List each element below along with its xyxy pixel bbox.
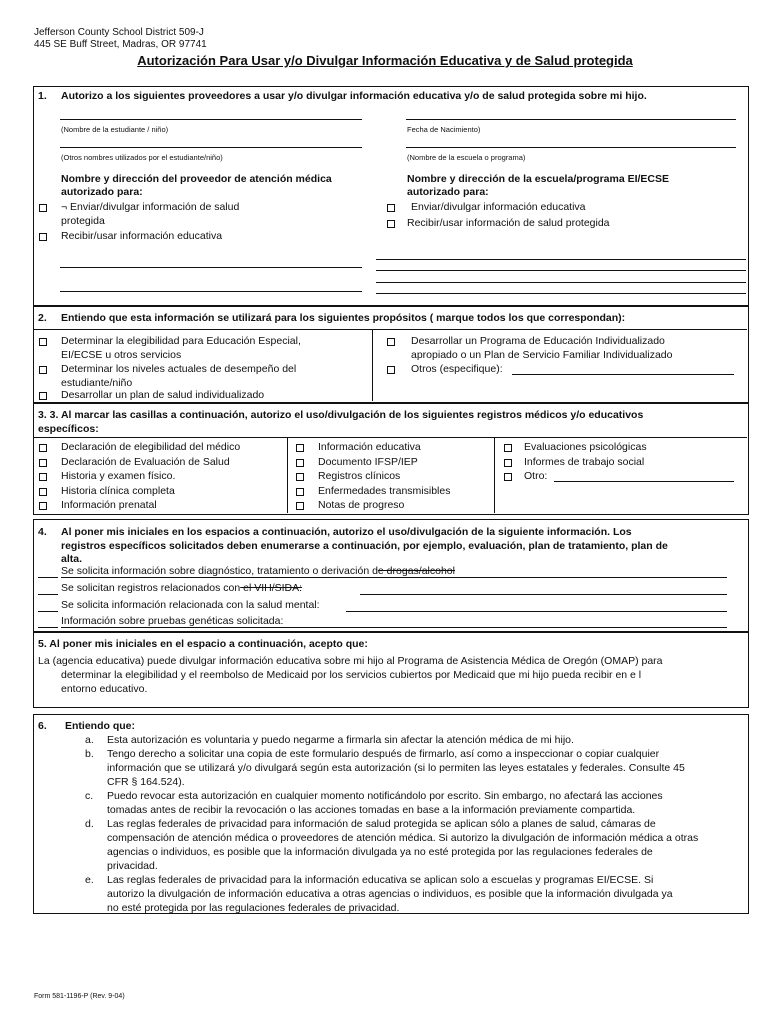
section-4 [33, 519, 749, 632]
other-records-label: Otro: [524, 470, 548, 482]
records-checkbox[interactable] [504, 459, 512, 467]
section-2 [33, 306, 749, 403]
s6-item-line: Esta autorización es voluntaria y puedo negarme a firmarla sin afectar la atención médica de mi hijo. [107, 734, 574, 746]
s6-item-line: Las reglas federales de privacidad para la información educativa se aplican solo a escuelas y programas EI/ECSE. Si [107, 874, 654, 886]
send-health-info-checkbox[interactable] [39, 204, 47, 212]
records-label: Enfermedades transmisibles [318, 485, 451, 497]
records-checkbox[interactable] [39, 473, 47, 481]
s4-number: 4. [38, 526, 47, 538]
s1-left-subheading: autorizado para: [61, 186, 143, 198]
hiv-label: Se solicitan registros relacionados con el VIH/SIDA: [61, 582, 303, 594]
s6-item-line: no esté protegida por las regulaciones federales de privacidad. [107, 902, 400, 914]
records-label: Informes de trabajo social [524, 456, 645, 468]
initials-line-genetic[interactable] [38, 627, 58, 628]
s4-text: Al poner mis iniciales en los espacios a continuación, autorizo el uso/divulgación de la siguiente información. Los [61, 526, 632, 538]
s5-line-1: La (agencia educativa) puede divulgar información educativa sobre mi hijo al Programa de Asistencia Médica de Oregón (OMAP) para [38, 655, 663, 667]
s2-column-divider [372, 329, 373, 401]
mental-health-line[interactable] [346, 611, 727, 612]
s4-text-end: alta. [61, 553, 83, 565]
section-5 [33, 632, 749, 708]
initials-line-hiv[interactable] [38, 594, 58, 595]
iep-plan-label: Desarrollar un Programa de Educación Individualizado [411, 335, 665, 347]
performance-levels-checkbox[interactable] [39, 366, 47, 374]
send-health-info-label-cont: protegida [61, 215, 105, 227]
receive-edu-info-checkbox[interactable] [39, 233, 47, 241]
receive-health-info-label: Recibir/usar información de salud protegida [407, 217, 610, 229]
determine-eligibility-checkbox[interactable] [39, 338, 47, 346]
dob-line[interactable] [406, 119, 736, 120]
drugs-alcohol-line[interactable] [61, 577, 727, 578]
s3-text-cont: específicos: [38, 423, 99, 435]
school-address-line-3[interactable] [376, 282, 746, 283]
s6-item-line: agencias o individuos, es posible que la información divulgada ya no esté protegida por las regulaciones federales de [107, 846, 653, 858]
drugs-alcohol-label: Se solicita información sobre diagnóstico, tratamiento o derivación de drogas/alcohol [61, 565, 455, 577]
s3-divider [34, 437, 747, 438]
provider-address-line-1[interactable] [60, 267, 362, 268]
other-purpose-label: Otros (especifique): [411, 363, 503, 375]
receive-edu-info-label: Recibir/usar información educativa [61, 230, 223, 242]
dob-label: Fecha de Nacimiento) [407, 125, 481, 134]
records-label: Documento IFSP/IEP [318, 456, 418, 468]
records-checkbox[interactable] [504, 444, 512, 452]
s6-item-line: Tengo derecho a solicitar una copia de este formulario después de firmarlo, así como a inspeccionar o copiar cualquier [107, 748, 660, 760]
provider-address-line-2[interactable] [60, 291, 362, 292]
records-label: Información educativa [318, 441, 421, 453]
records-checkbox[interactable] [296, 473, 304, 481]
send-edu-info-label: Enviar/divulgar información educativa [411, 201, 586, 213]
records-checkbox[interactable] [39, 444, 47, 452]
records-label: Información prenatal [61, 499, 157, 511]
records-label: Evaluaciones psicológicas [524, 441, 647, 453]
records-checkbox[interactable] [39, 488, 47, 496]
iep-plan-checkbox[interactable] [387, 338, 395, 346]
section-6 [33, 714, 749, 914]
records-label: Historia clínica completa [61, 485, 175, 497]
s6-item-line: tomadas antes de recibir la revocación o las acciones tomadas en base a la información previamente compartida. [107, 804, 636, 816]
s3-col-divider-2 [494, 437, 495, 513]
other-records-line[interactable] [554, 481, 734, 482]
school-address-line-1[interactable] [376, 259, 746, 260]
records-label: Registros clínicos [318, 470, 401, 482]
genetic-tests-line[interactable] [61, 627, 727, 628]
s6-item-line: Las reglas federales de privacidad para información de salud protegida se aplican sólo a planes de salud, cámaras de [107, 818, 656, 830]
s6-item-line: compensación de atención médica o proveedores de atención médica. Si autorizo la divulgación de información médica a otras [107, 832, 699, 844]
s6-item-line: Puedo revocar esta autorización en cualquier momento notificándolo por escrito. Sin embargo, no afectará las acciones [107, 790, 663, 802]
school-address-line-4[interactable] [376, 293, 746, 294]
initials-line-drugs[interactable] [38, 577, 58, 578]
determine-eligibility-label-cont: EI/ECSE u otros servicios [61, 349, 182, 361]
s6-number: 6. [38, 720, 47, 732]
records-checkbox[interactable] [39, 502, 47, 510]
s5-line-2: determinar la elegibilidad y el reembolso de Medicaid por los servicios cubiertos por Medicaid que mi hijo pueda recibir en e l [61, 669, 642, 681]
district-address: 445 SE Buff Street, Madras, OR 97741 [34, 39, 207, 50]
records-label: Declaración de elegibilidad del médico [61, 441, 241, 453]
send-edu-info-checkbox[interactable] [387, 204, 395, 212]
s6-item-line: información que se utilizará y/o divulgará según esta autorización (si lo permiten las leyes estatales y federales. Consulte 45 [107, 762, 685, 774]
s3-text: 3. 3. Al marcar las casillas a continuación, autorizo el uso/divulgación de los siguientes registros médicos y/o educativos [38, 409, 644, 421]
s6-item-key: d. [85, 818, 94, 830]
s6-item-key: e. [85, 874, 94, 886]
other-purpose-checkbox[interactable] [387, 366, 395, 374]
district-header [34, 27, 207, 51]
s6-item-key: b. [85, 748, 94, 760]
other-names-line[interactable] [60, 147, 362, 148]
s1-right-subheading: autorizado para: [407, 186, 489, 198]
section-1 [33, 86, 749, 306]
records-checkbox[interactable] [296, 444, 304, 452]
hiv-line[interactable] [360, 594, 727, 595]
other-records-checkbox[interactable] [504, 473, 512, 481]
s3-col-divider-1 [287, 437, 288, 513]
health-plan-label: Desarrollar un plan de salud individualizado [61, 389, 265, 401]
records-label: Declaración de Evaluación de Salud [61, 456, 230, 468]
health-plan-checkbox[interactable] [39, 392, 47, 400]
form-number: Form 581-1196-P (Rev. 9-04) [34, 993, 125, 1000]
student-name-label: (Nombre de la estudiante / niño) [61, 125, 169, 134]
records-label: Historia y examen físico. [61, 470, 176, 482]
other-purpose-line[interactable] [512, 374, 734, 375]
determine-eligibility-label: Determinar la elegibilidad para Educación Especial, [61, 335, 301, 347]
records-checkbox[interactable] [296, 488, 304, 496]
section-3 [33, 403, 749, 515]
s1-left-heading: Nombre y dirección del proveedor de atención médica [61, 173, 332, 185]
performance-levels-label: Determinar los niveles actuales de desempeño del [61, 363, 297, 375]
receive-health-info-checkbox[interactable] [387, 220, 395, 228]
s2-divider [34, 329, 747, 330]
records-checkbox[interactable] [296, 459, 304, 467]
performance-levels-label-cont: estudiante/niño [61, 377, 133, 389]
school-name-label: (Nombre de la escuela o programa) [407, 153, 526, 162]
records-checkbox[interactable] [39, 459, 47, 467]
s2-number: 2. [38, 312, 47, 324]
mental-health-label: Se solicita información relacionada con la salud mental: [61, 599, 320, 611]
s5-text: 5. Al poner mis iniciales en el espacio a continuación, acepto que: [38, 638, 368, 650]
s6-heading: Entiendo que: [65, 720, 135, 732]
s1-text: Autorizo a los siguientes proveedores a usar y/o divulgar información educativa y/o de salud protegida sobre mi hijo. [61, 90, 647, 102]
s6-item-line: privacidad. [107, 860, 158, 872]
s5-line-3: entorno educativo. [61, 683, 148, 695]
student-name-line[interactable] [60, 119, 362, 120]
initials-line-mental-health[interactable] [38, 611, 58, 612]
page-title: Autorización Para Usar y/o Divulgar Información Educativa y de Salud protegida [137, 53, 633, 68]
s6-item-line: CFR § 164.524). [107, 776, 185, 788]
s2-text: Entiendo que esta información se utilizará para los siguientes propósitos ( marque todos los que correspondan): [61, 312, 626, 324]
school-address-line-2[interactable] [376, 270, 746, 271]
other-names-label: (Otros nombres utilizados por el estudiante/niño) [61, 153, 223, 162]
send-health-info-label: ¬ Enviar/divulgar información de salud [61, 201, 240, 213]
s6-item-key: c. [85, 790, 94, 802]
school-name-line[interactable] [406, 147, 736, 148]
district-name: Jefferson County School District 509-J [34, 27, 204, 38]
s1-number: 1. [38, 90, 47, 102]
iep-plan-label-cont: apropiado o un Plan de Servicio Familiar Individualizado [411, 349, 673, 361]
s6-item-key: a. [85, 734, 94, 746]
s4-text-cont: registros específicos solicitados deben enumerarse a continuación, por ejemplo, evaluación, plan de tratamiento, plan de [61, 540, 668, 552]
s1-right-heading: Nombre y dirección de la escuela/programa EI/ECSE [407, 173, 670, 185]
records-label: Notas de progreso [318, 499, 405, 511]
s6-item-line: autorizo la divulgación de información educativa a otras agencias o individuos, es posible que la información divulgada ya [107, 888, 673, 900]
genetic-tests-label: Información sobre pruebas genéticas solicitada: [61, 615, 284, 627]
records-checkbox[interactable] [296, 502, 304, 510]
